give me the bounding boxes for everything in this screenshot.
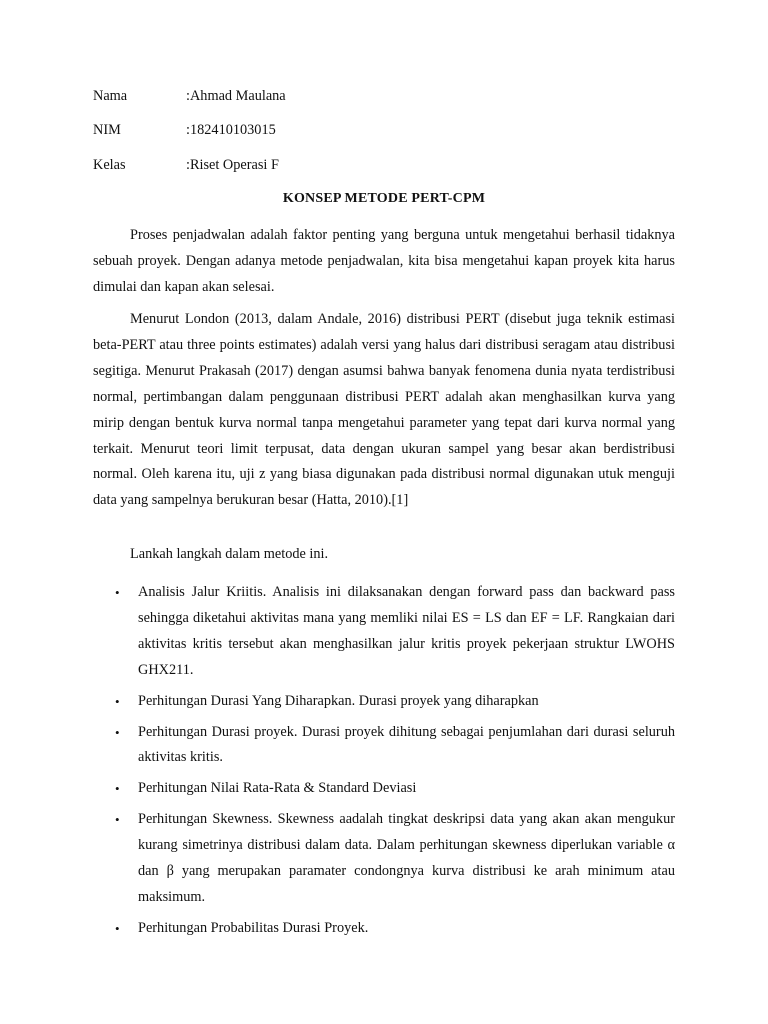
info-label: NIM: [93, 122, 121, 138]
bullet-icon: •: [115, 812, 120, 828]
list-item: [93, 916, 675, 942]
info-value: :Riset Operasi F: [186, 157, 279, 173]
list-item-text: Analisis Jalur Kriitis. Analisis ini dilaksanakan dengan forward pass dan backward pass sehingga diketahui aktivitas mana yang memliki nilai ES = LS dan EF = LF. Rangkaian dari aktivitas kritis tersebut akan menghasilkan jalur kritis proyek pekerjaan struktur LWOHS GHX211.: [138, 584, 675, 678]
bullet-icon: •: [115, 693, 120, 709]
info-label: Nama: [93, 88, 128, 104]
paragraph-intro: Proses penjadwalan adalah faktor penting yang berguna untuk mengetahui berhasil tidaknya sebuah proyek. Dengan adanya metode penjadwalan, kita bisa mengetahui kapan proyek kita harus dimulai dan kapan akan selesai.: [93, 227, 675, 295]
bullet-icon: •: [115, 585, 120, 600]
list-item-text: Perhitungan Skewness. Skewness aadalah tingkat deskripsi data yang akan akan mengukur kurang simetrinya distribusi dalam data. Dalam perhitungan skewness diperlukan variable α dan β yang merupakan paramater condongnya kurva distribusi ke arah minimum atau maksimum.: [138, 811, 675, 905]
list-item-text: Perhitungan Durasi proyek. Durasi proyek dihitung sebagai penjumlahan dari durasi seluruh aktivitas kritis.: [138, 723, 675, 766]
info-value: :Ahmad Maulana: [186, 88, 286, 104]
steps-list: [93, 580, 675, 947]
info-value: :182410103015: [186, 122, 276, 138]
info-label: Kelas: [93, 157, 126, 173]
list-item: [93, 807, 675, 911]
bullet-icon: •: [115, 920, 120, 936]
bullet-icon: •: [115, 781, 120, 797]
list-item-text: Perhitungan Probabilitas Durasi Proyek.: [138, 919, 369, 936]
list-item: [93, 776, 675, 802]
list-item-text: Perhitungan Durasi Yang Diharapkan. Durasi proyek yang diharapkan: [138, 692, 539, 709]
list-item-text: Perhitungan Nilai Rata-Rata & Standard Deviasi: [138, 780, 417, 797]
list-item: [93, 580, 675, 684]
bullet-icon: •: [115, 724, 120, 740]
document-title: KONSEP METODE PERT-CPM: [282, 191, 486, 206]
list-item: [93, 689, 675, 715]
paragraph-pert: Menurut London (2013, dalam Andale, 2016) distribusi PERT (disebut juga teknik estimasi beta-PERT atau three points estimates) adalah versi yang halus dari distribusi seragam atau distribusi segitiga. Menurut Prakasah (2017) dengan asumsi bahwa banyak fenomena dunia nyata terdistribusi normal, pertimbangan dalam penggunaan distribusi PERT adalah akan menghasilkan kurva yang mirip dengan bentuk kurva normal tanpa mengetahui parameter yang tepat dari kurva normal yang terkait. Menurut teori limit terpusat, data dengan ukuran sampel yang besar akan berdistribusi normal. Oleh karena itu, uji z yang biasa digunakan pada distribusi normal digunakan utuk menguji data yang sampelnya berukuran besar (Hatta, 2010).[1]: [93, 311, 675, 509]
list-item: [93, 720, 675, 772]
paragraph-steps-intro: Lankah langkah dalam metode ini.: [130, 546, 329, 562]
